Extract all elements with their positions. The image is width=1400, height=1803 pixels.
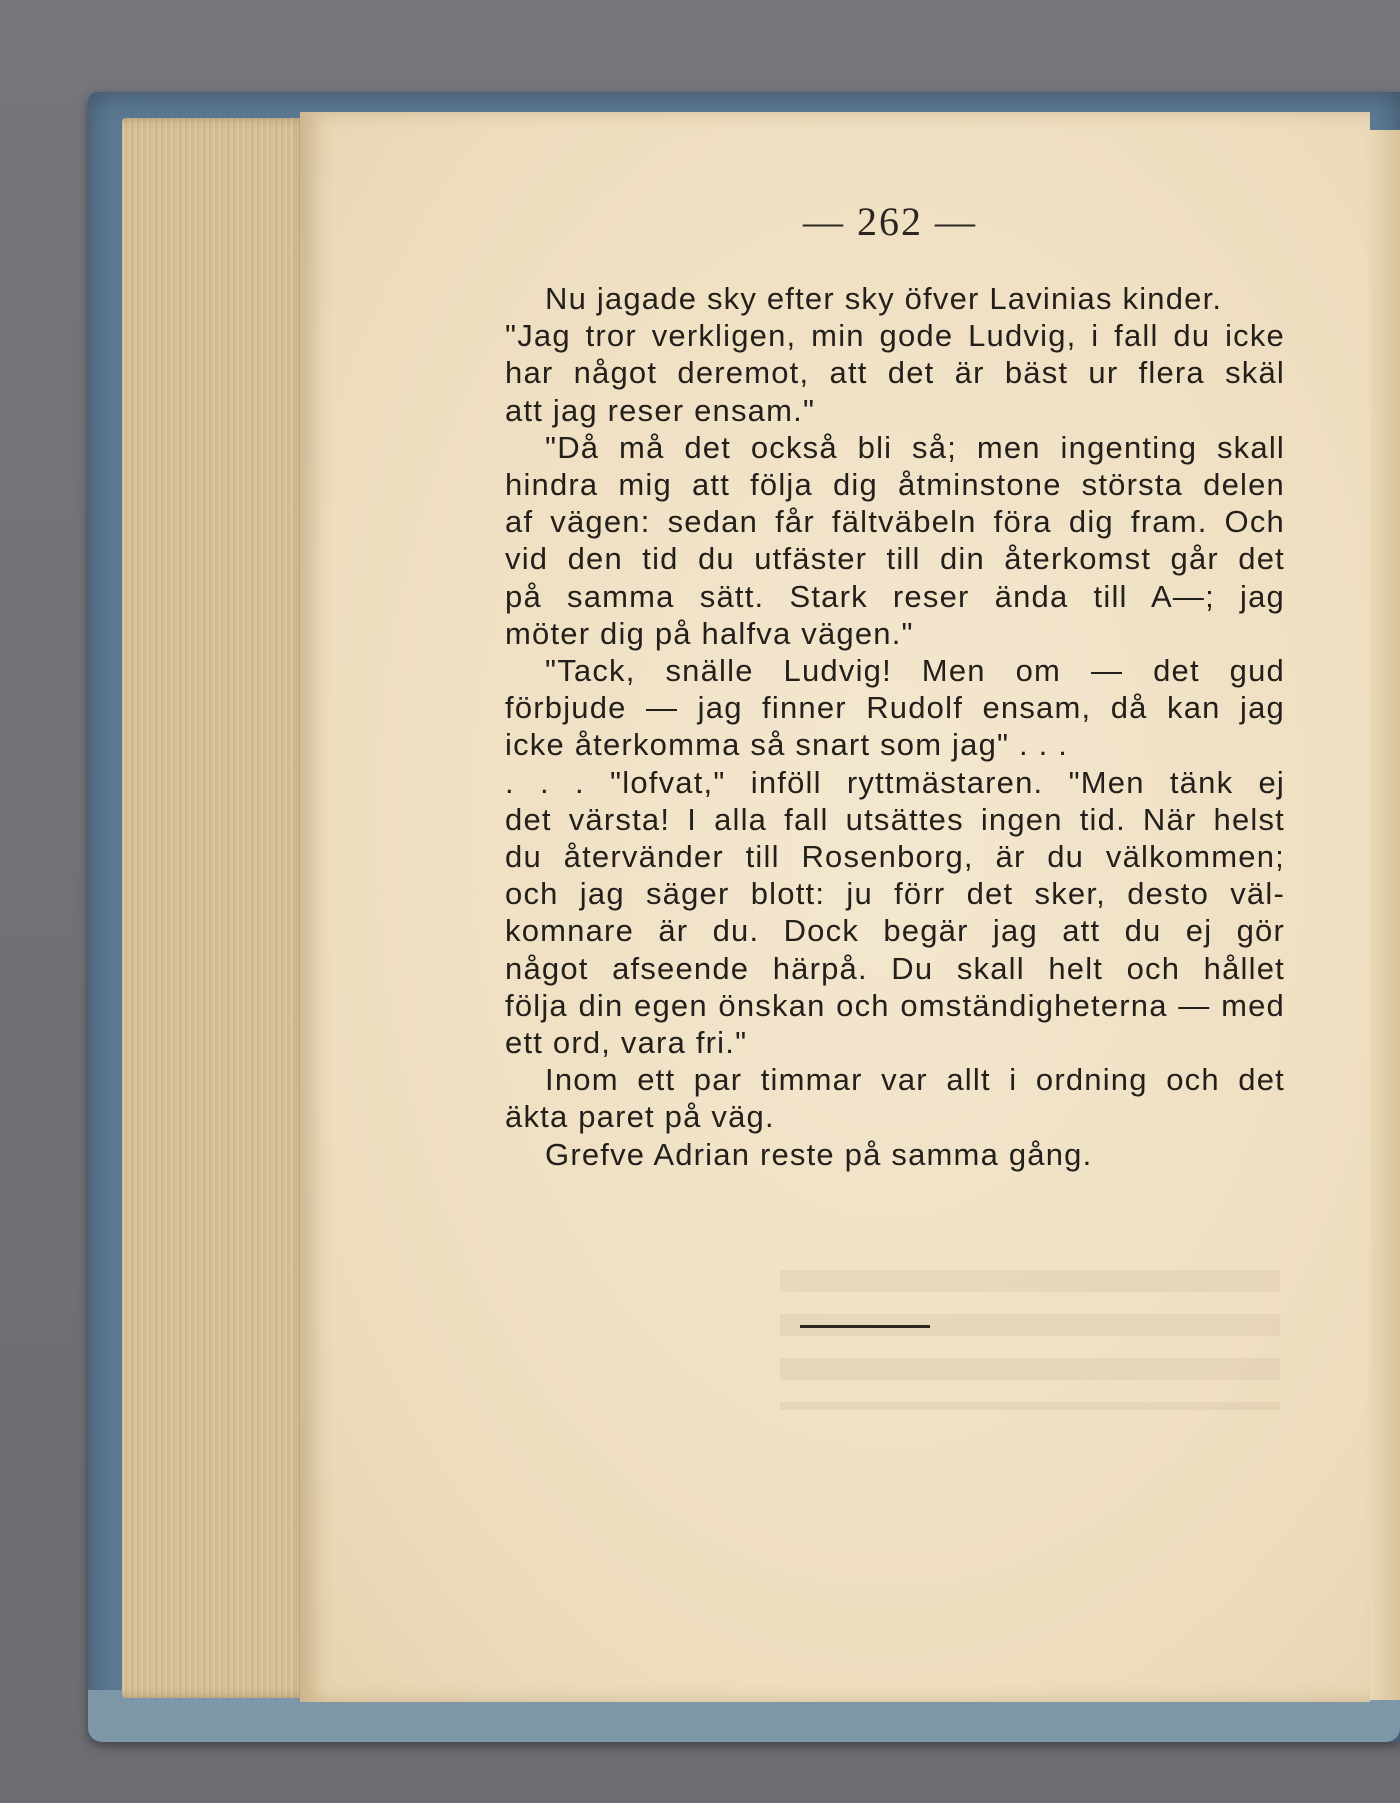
text-line: Nu jagade sky efter sky öfver Lavinias kinder. <box>545 281 1223 316</box>
text-line: att jag reser ensam." <box>505 392 816 428</box>
facing-page-edge <box>1370 130 1400 1700</box>
text-line: ett ord, vara fri." <box>505 1025 748 1061</box>
page-text <box>505 280 1285 1173</box>
text-line: Inom ett par timmar var allt i ordning och det <box>545 1062 1285 1098</box>
text-line: vid den tid du utfäster till din återkomst går det <box>505 541 1285 577</box>
text-line: "Tack, snälle Ludvig! Men om — det gud <box>545 653 1285 689</box>
text-line: hindra mig att följa dig åtminstone största delen <box>505 467 1285 503</box>
text-line: äkta paret på väg. <box>505 1099 775 1135</box>
text-line: Grefve Adrian reste på samma gång. <box>545 1136 1093 1172</box>
text-line: af vägen: sedan får fältväbeln föra dig fram. Och <box>505 504 1285 540</box>
text-line: icke återkomma så snart som jag" . . . <box>505 727 1069 763</box>
text-line: följa din egen önskan och omständigheterna — med <box>505 987 1285 1023</box>
text-line: . . . "lofvat," inföll ryttmästaren. "Men tänk ej <box>505 764 1285 800</box>
bleed-through <box>780 1270 1280 1410</box>
page-edges <box>122 118 307 1698</box>
text-line: på samma sätt. Stark reser ända till A—; jag <box>505 578 1285 614</box>
text-line: har något deremot, att det är bäst ur flera skäl <box>505 355 1285 391</box>
text-line: det värsta! I alla fall utsättes ingen tid. När helst <box>505 801 1285 837</box>
text-line: möter dig på halfva vägen." <box>505 615 914 651</box>
page-number: — 262 — <box>803 199 977 244</box>
text-line: "Jag tror verkligen, min gode Ludvig, i fall du icke <box>505 318 1285 354</box>
text-line: förbjude — jag finner Rudolf ensam, då kan jag <box>505 690 1285 726</box>
text-line: något afseende härpå. Du skall helt och hållet <box>505 950 1285 986</box>
text-line: och jag säger blott: ju förr det sker, desto väl- <box>505 876 1285 912</box>
text-line: komnare är du. Dock begär jag att du ej gör <box>505 913 1285 949</box>
end-rule <box>800 1325 930 1328</box>
text-line: du återvänder till Rosenborg, är du välkommen; <box>505 839 1285 875</box>
text-line: "Då må det också bli så; men ingenting skall <box>545 429 1285 465</box>
